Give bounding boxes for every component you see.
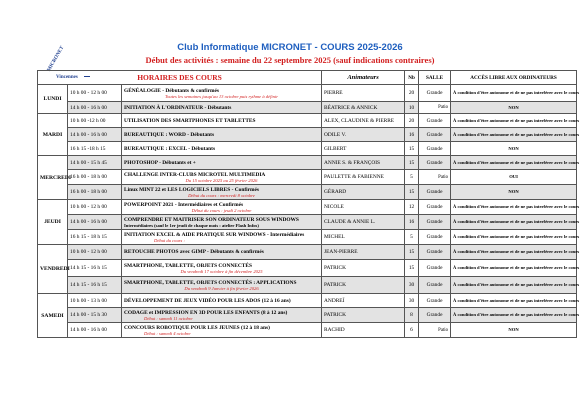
course-title: COMPRENDRE ET MAITRISER SON ORDINATEUR SOUS WINDOWS bbox=[124, 216, 299, 223]
course-cell bbox=[122, 294, 322, 308]
nb-cell: 8 bbox=[405, 308, 419, 323]
course-note: Début du cours : mercredi 8 octobre bbox=[188, 192, 255, 198]
day-label: JEUDI bbox=[38, 200, 68, 245]
animateur-cell: RACHID bbox=[322, 323, 405, 338]
animateur-cell: ANNIE S. & FRANÇOIS bbox=[322, 156, 405, 170]
nb-cell: 15 bbox=[405, 156, 419, 170]
course-title: BUREAUTIQUE : EXCEL - Débutants bbox=[124, 145, 216, 152]
time-cell: 14 h 15 - 16 h 15 bbox=[68, 277, 122, 294]
acces-cell: À condition d'être autonome et de ne pas interférer avec le cours bbox=[451, 156, 577, 170]
salle-cell: Grande bbox=[419, 260, 451, 277]
header-courses: HORAIRES DES COURS bbox=[38, 71, 322, 85]
acces-cell: NON bbox=[451, 102, 577, 114]
animateur-cell: BÉATRICE & ANNICK bbox=[322, 102, 405, 114]
course-title: GÉNÉALOGIE - Débutants & confirmés bbox=[124, 87, 219, 94]
salle-cell: Patio bbox=[419, 323, 451, 338]
course-title: INITIATION EXCEL & AIDE PRATIQUE SUR WINDOWS - Intermédiaires bbox=[124, 231, 305, 238]
course-cell bbox=[122, 323, 322, 338]
salle-cell: Grande bbox=[419, 308, 451, 323]
course-cell bbox=[122, 85, 322, 102]
course-cell bbox=[122, 128, 322, 142]
time-cell: 10 h 00 - 13 h 00 bbox=[68, 294, 122, 308]
course-title: INITIATION À L'ORDINATEUR - Débutants bbox=[124, 104, 232, 111]
nb-cell: 30 bbox=[405, 294, 419, 308]
schedule-table bbox=[37, 70, 580, 338]
nb-cell: 20 bbox=[405, 85, 419, 102]
acces-cell: À condition d'être autonome et de ne pas interférer avec le cours bbox=[451, 308, 577, 323]
acces-cell: NON bbox=[451, 323, 577, 338]
acces-cell: À condition d'être autonome et de ne pas interférer avec le cours bbox=[451, 294, 577, 308]
course-note: Intermédiaires (sauf le 1er jeudi de chaque mois : atelier Flash Infos) bbox=[124, 222, 259, 228]
salle-cell: Grande bbox=[419, 230, 451, 245]
time-cell: 14 h 00 - 16 h 00 bbox=[68, 323, 122, 338]
time-cell: 10 h 00 -12 h 00 bbox=[68, 114, 122, 128]
header-animateurs: Animateurs bbox=[322, 71, 405, 85]
course-cell bbox=[122, 277, 322, 294]
time-cell: 10 h 00 - 12 h 00 bbox=[68, 245, 122, 260]
nb-cell: 30 bbox=[405, 277, 419, 294]
animateur-cell: PIERRE bbox=[322, 85, 405, 102]
header-nb: Nb bbox=[405, 71, 419, 85]
acces-cell: À condition d'être autonome et de ne pas interférer avec le cours bbox=[451, 245, 577, 260]
course-title: POWERPOINT 2021 - Intermédiaires et Confirmés bbox=[124, 201, 244, 208]
course-note: Du vendredi 9 Janvier à fin février 2026 bbox=[184, 285, 259, 291]
time-cell: 14 h 00 - 16 h 00 bbox=[68, 102, 122, 114]
course-title: UTILISATION DES SMARTPHONES ET TABLETTES bbox=[124, 117, 256, 124]
day-label: VENDREDI bbox=[38, 245, 68, 294]
animateur-cell: NICOLE bbox=[322, 200, 405, 215]
day-label: LUNDI bbox=[38, 85, 68, 114]
salle-cell: Grande bbox=[419, 245, 451, 260]
course-cell bbox=[122, 260, 322, 277]
nb-cell: 12 bbox=[405, 200, 419, 215]
nb-cell: 6 bbox=[405, 323, 419, 338]
course-note: Début du cours : jeudi 2 octobre bbox=[191, 207, 252, 213]
animateur-cell: JEAN-PIERRE bbox=[322, 245, 405, 260]
salle-cell: Grande bbox=[419, 200, 451, 215]
course-cell bbox=[122, 170, 322, 185]
course-title: SMARTPHONE, TABLETTE, OBJETS CONNECTÉS bbox=[124, 262, 252, 269]
course-cell bbox=[122, 215, 322, 230]
course-note: Du vendredi 17 octobre à fin décembre 2025 bbox=[180, 268, 263, 274]
acces-cell: À condition d'être autonome et de ne pas interférer avec le cours bbox=[451, 230, 577, 245]
page-title: Club Informatique MICRONET - COURS 2025-2026 bbox=[177, 42, 403, 53]
salle-cell: Grande bbox=[419, 156, 451, 170]
course-cell bbox=[122, 142, 322, 156]
time-cell: 14 h 00 - 15 h 45 bbox=[68, 156, 122, 170]
salle-cell: Grande bbox=[419, 142, 451, 156]
course-title: SMARTPHONE, TABLETTE, OBJETS CONNECTÉS : APPLICATIONS bbox=[124, 279, 297, 286]
course-title: CODAGE et IMPRESSION EN 3D POUR LES ENFANTS (8 à 12 ans) bbox=[124, 309, 288, 316]
animateur-cell: CLAUDE & ANNIE L. bbox=[322, 215, 405, 230]
time-cell: 14 h 00 - 16 h 00 bbox=[68, 215, 122, 230]
header-acces: ACCÈS LIBRE AUX ORDINATEURS bbox=[451, 71, 577, 85]
acces-cell: À condition d'être autonome et de ne pas interférer avec le cours bbox=[451, 277, 577, 294]
salle-cell: Grande bbox=[419, 114, 451, 128]
nb-cell: 10 bbox=[405, 102, 419, 114]
course-cell bbox=[122, 185, 322, 200]
nb-cell: 5 bbox=[405, 230, 419, 245]
salle-cell: Grande bbox=[419, 215, 451, 230]
course-note: Début : samedi 11 octobre bbox=[144, 315, 193, 321]
logo-text-top: MICRONET bbox=[46, 45, 66, 73]
acces-cell: À condition d'être autonome et de ne pas interférer avec le cours bbox=[451, 200, 577, 215]
course-title: CHALLENGE INTER-CLUBS MICROTEL MULTIMEDIA bbox=[124, 171, 266, 178]
acces-cell: À condition d'être autonome et de ne pas interférer avec le cours bbox=[451, 85, 577, 102]
animateur-cell: PATRICK bbox=[322, 260, 405, 277]
salle-cell: Grande bbox=[419, 85, 451, 102]
acces-cell: À condition d'être autonome et de ne pas interférer avec le cours bbox=[451, 260, 577, 277]
nb-cell: 15 bbox=[405, 260, 419, 277]
course-title: DÉVELOPPEMENT DE JEUX VIDÉO POUR LES ADOS (12 à 16 ans) bbox=[124, 297, 291, 304]
acces-cell: OUI bbox=[451, 170, 577, 185]
nb-cell: 5 bbox=[405, 170, 419, 185]
course-note: Du 15 octobre 2025 au 25 février 2026 bbox=[185, 177, 258, 183]
time-cell: 10 h 00 - 12 h 00 bbox=[68, 200, 122, 215]
time-cell: 16 h 15 - 18 h 15 bbox=[68, 230, 122, 245]
salle-cell: Grande bbox=[419, 128, 451, 142]
logo-text-bottom: Vincennes bbox=[56, 75, 78, 80]
nb-cell: 15 bbox=[405, 245, 419, 260]
course-note: Toutes les semaines jusqu'au 13 octobre puis rythme à définir bbox=[164, 93, 279, 99]
time-cell: 14 h 15 - 16 h 15 bbox=[68, 260, 122, 277]
course-cell bbox=[122, 156, 322, 170]
animateur-cell: ANDREÏ bbox=[322, 294, 405, 308]
course-cell bbox=[122, 308, 322, 323]
day-label: SAMEDI bbox=[38, 294, 68, 338]
salle-cell: Patio bbox=[419, 102, 451, 114]
salle-cell: Grande bbox=[419, 185, 451, 200]
day-label: MERCREDI bbox=[38, 156, 68, 200]
course-title: PHOTOSHOP - Débutants et + bbox=[124, 159, 196, 166]
acces-cell: À condition d'être autonome et de ne pas interférer avec le cours bbox=[451, 114, 577, 128]
time-cell: 14 h 00 - 16 h 00 bbox=[68, 128, 122, 142]
time-cell: 16 h 00 - 18 h 00 bbox=[68, 185, 122, 200]
salle-cell: Grande bbox=[419, 294, 451, 308]
nb-cell: 15 bbox=[405, 142, 419, 156]
acces-cell: À condition d'être autonome et de ne pas interférer avec le cours bbox=[451, 128, 577, 142]
course-title: CONCOURS ROBOTIQUE POUR LES JEUNES (12 à 18 ans) bbox=[124, 324, 270, 331]
acces-cell: NON bbox=[451, 142, 577, 156]
time-cell: 16 h 00 - 18 h 00 bbox=[68, 170, 122, 185]
animateur-cell: MICHEL bbox=[322, 230, 405, 245]
course-title: RETOUCHE PHOTOS avec GIMP - Débutants & confirmés bbox=[124, 249, 264, 255]
acces-cell: À condition d'être autonome et de ne pas interférer avec le cours bbox=[451, 215, 577, 230]
time-cell: 16 h 15 -18 h 15 bbox=[68, 142, 122, 156]
nb-cell: 15 bbox=[405, 185, 419, 200]
course-cell bbox=[122, 230, 322, 245]
animateur-cell: ODILE V. bbox=[322, 128, 405, 142]
animateur-cell: ALEX, CLAUDINE & PIERRE bbox=[322, 114, 405, 128]
course-note: Début : samedi 4 octobre bbox=[144, 330, 191, 336]
time-cell: 10 h 00 - 12 h 00 bbox=[68, 85, 122, 102]
nb-cell: 16 bbox=[405, 128, 419, 142]
salle-cell: Patio bbox=[419, 170, 451, 185]
day-label: MARDI bbox=[38, 114, 68, 156]
animateur-cell: GILBERT bbox=[322, 142, 405, 156]
course-title: Linux MINT 22 et LES LOGICIELS LIBRES - Confirmés bbox=[124, 186, 259, 193]
animateur-cell: PATRICK bbox=[322, 277, 405, 294]
course-cell bbox=[122, 102, 322, 114]
animateur-cell: PAULETTE & FABIENNE bbox=[322, 170, 405, 185]
animateur-cell: GÉRARD bbox=[322, 185, 405, 200]
course-cell bbox=[122, 114, 322, 128]
course-cell bbox=[122, 200, 322, 215]
animateur-cell: PATRICK bbox=[322, 308, 405, 323]
nb-cell: 16 bbox=[405, 215, 419, 230]
time-cell: 14 h 00 - 15 h 30 bbox=[68, 308, 122, 323]
acces-cell: NON bbox=[451, 185, 577, 200]
course-note: Début du cours : bbox=[154, 237, 186, 243]
page-subtitle: Début des activités : semaine du 22 septembre 2025 (sauf indications contraires) bbox=[145, 55, 435, 65]
header-salle: SALLE bbox=[419, 71, 451, 85]
course-cell bbox=[122, 245, 322, 260]
salle-cell: Grande bbox=[419, 277, 451, 294]
nb-cell: 20 bbox=[405, 114, 419, 128]
course-title: BUREAUTIQUE : WORD - Débutants bbox=[124, 131, 215, 138]
